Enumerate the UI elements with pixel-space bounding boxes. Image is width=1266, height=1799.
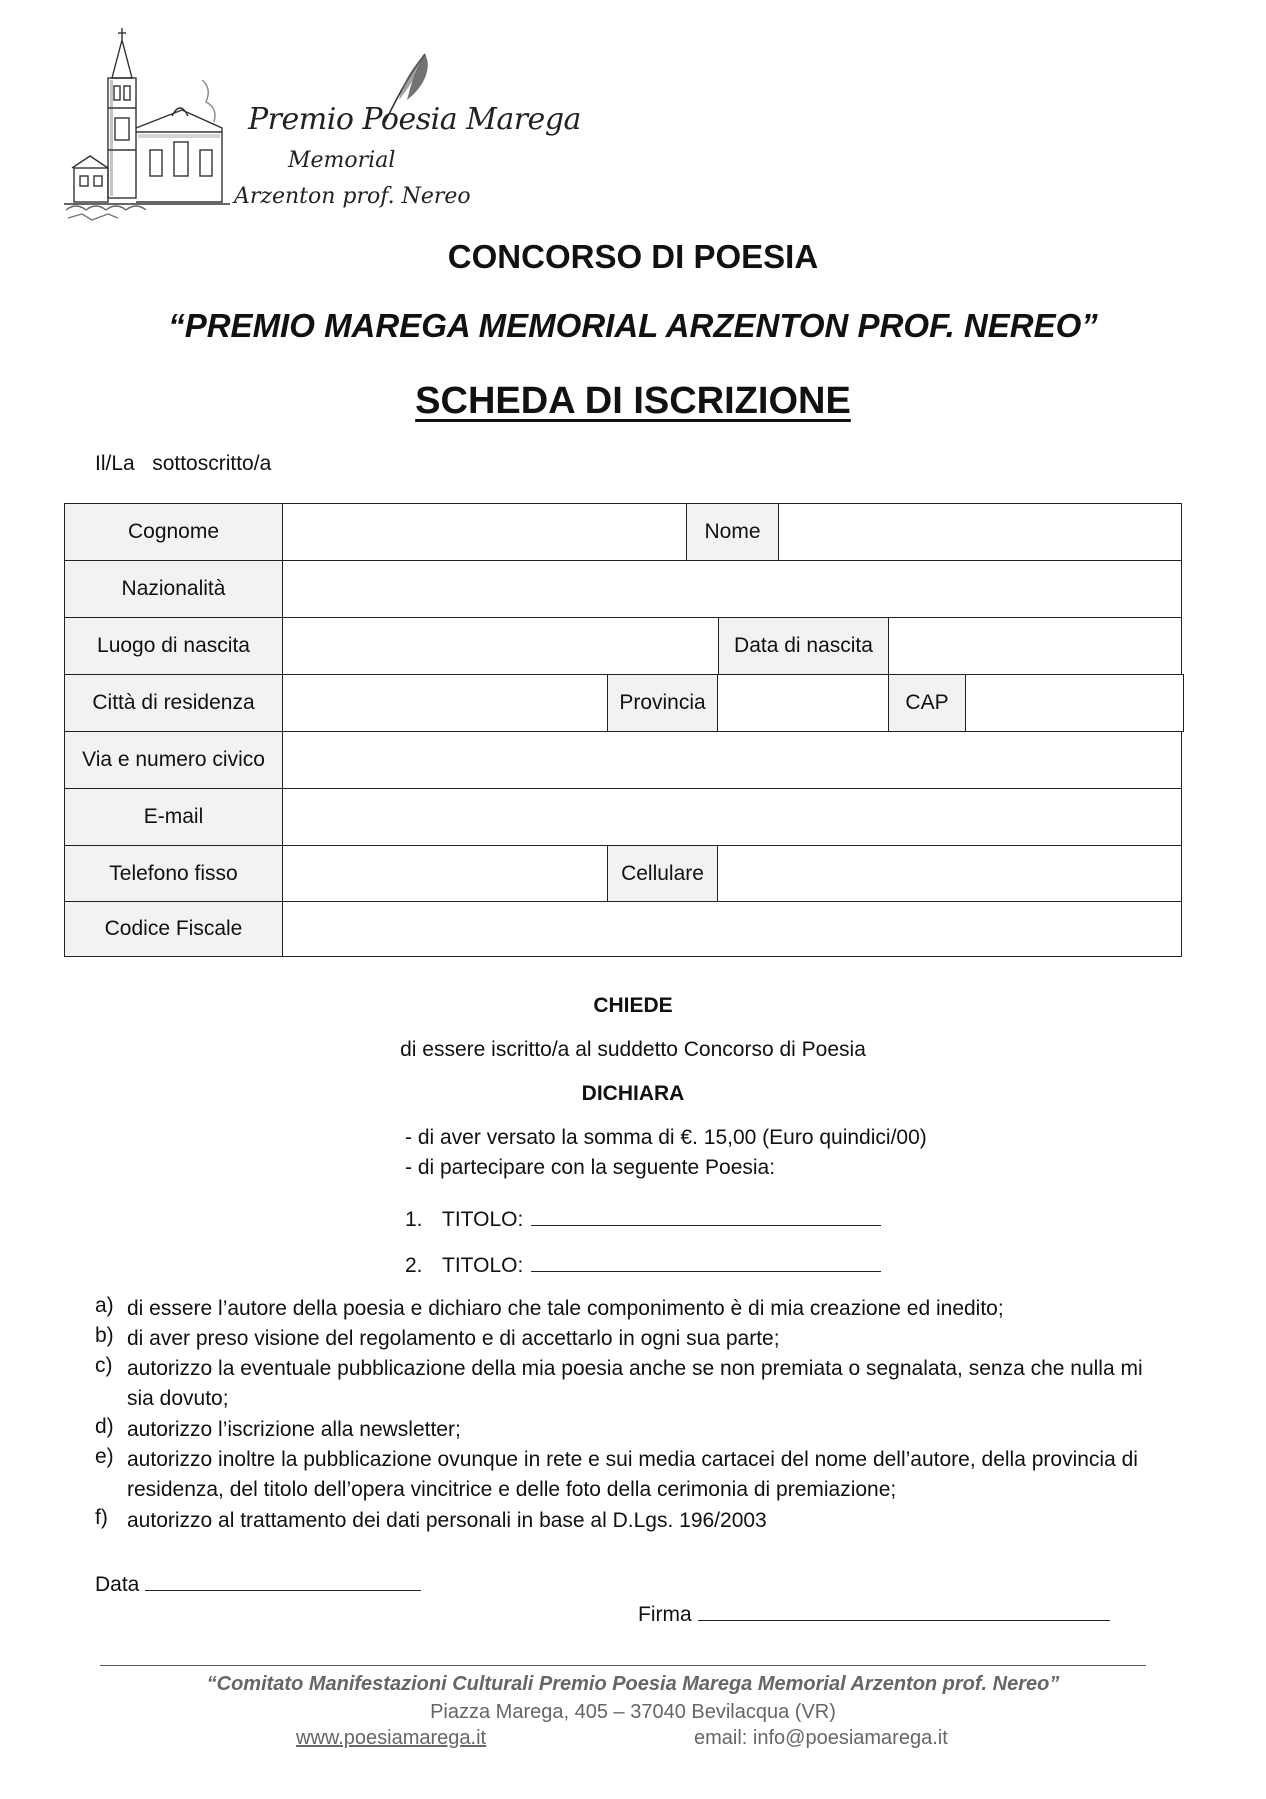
firma-field[interactable] <box>698 1598 1110 1621</box>
logo-title: Premio Poesia Marega <box>248 102 581 137</box>
email-field[interactable] <box>282 788 1182 846</box>
data-signature-row <box>95 1568 421 1597</box>
declaration-text: autorizzo la eventuale pubblicazione della mia poesia anche se non premiata o segnalata, senza che nulla mi sia dovuto; <box>127 1357 1143 1410</box>
titolo-row-2 <box>405 1249 881 1278</box>
cap-label: CAP <box>888 674 966 732</box>
declaration-text: autorizzo al trattamento dei dati personali in base al D.Lgs. 196/2003 <box>127 1509 767 1532</box>
logo-dedication: Arzenton prof. Nereo <box>234 184 471 209</box>
email-label: E-mail <box>64 788 283 846</box>
page-title: CONCORSO DI POESIA <box>447 238 819 275</box>
cognome-label: Cognome <box>64 503 283 561</box>
declaration-letter: c) <box>95 1354 113 1377</box>
cap-field[interactable] <box>965 674 1184 732</box>
data-nascita-field[interactable] <box>888 617 1182 675</box>
telefono-label: Telefono fisso <box>64 845 283 902</box>
contest-name: “PREMIO MAREGA MEMORIAL ARZENTON PROF. NEREO” <box>168 307 1098 344</box>
registration-table <box>64 503 1182 957</box>
logo-subtitle: Memorial <box>288 148 396 173</box>
titolo-1-field[interactable] <box>531 1203 881 1226</box>
declaration-letter: e) <box>95 1445 114 1468</box>
telefono-field[interactable] <box>282 845 608 902</box>
participation-statement: - di partecipare con la seguente Poesia: <box>405 1156 776 1179</box>
data-field[interactable] <box>145 1568 421 1591</box>
data-nascita-label: Data di nascita <box>718 617 889 675</box>
titolo-label: TITOLO: <box>442 1208 524 1231</box>
nazionalita-label: Nazionalità <box>64 560 283 618</box>
codice-fiscale-field[interactable] <box>282 901 1182 957</box>
declaration-letter: a) <box>95 1294 114 1317</box>
cellulare-label: Cellulare <box>607 845 718 902</box>
intro-text: Il/La sottoscritto/a <box>95 452 272 475</box>
nome-label: Nome <box>686 503 779 561</box>
declaration-text: di essere l’autore della poesia e dichiaro che tale componimento è di mia creazione ed inedito; <box>127 1297 1004 1320</box>
declaration-text: autorizzo inoltre la pubblicazione ovunque in rete e sui media cartacei del nome dell’autore, della provincia di residenza, del titolo dell’opera vincitrice e delle foto della cerimonia di premiazione; <box>127 1448 1138 1501</box>
cellulare-field[interactable] <box>717 845 1182 902</box>
footer-email[interactable]: email: info@poesiamarega.it <box>694 1727 948 1749</box>
firma-signature-row <box>638 1598 1110 1627</box>
nazionalita-field[interactable] <box>282 560 1182 618</box>
declaration-text: di aver preso visione del regolamento e di accettarlo in ogni sua parte; <box>127 1327 780 1350</box>
declaration-letter: f) <box>95 1506 108 1529</box>
titolo-2-field[interactable] <box>531 1249 881 1272</box>
declaration-item <box>95 1324 1175 1354</box>
footer-divider <box>100 1665 1146 1666</box>
chiede-text: di essere iscritto/a al suddetto Concorso di Poesia <box>400 1038 866 1061</box>
church-sketch-icon <box>62 20 242 230</box>
declaration-text: autorizzo l’iscrizione alla newsletter; <box>127 1418 461 1441</box>
firma-label: Firma <box>638 1603 692 1626</box>
footer-website-link[interactable]: www.poesiamarega.it <box>296 1727 487 1749</box>
provincia-field[interactable] <box>717 674 889 732</box>
luogo-nascita-label: Luogo di nascita <box>64 617 283 675</box>
declaration-item <box>95 1294 1175 1324</box>
declaration-item <box>95 1415 1175 1445</box>
footer-committee: “Comitato Manifestazioni Culturali Premio Poesia Marega Memorial Arzenton prof. Nereo” <box>206 1673 1060 1695</box>
form-title: SCHEDA DI ISCRIZIONE <box>415 380 851 422</box>
declaration-letter: d) <box>95 1415 114 1438</box>
declaration-item <box>95 1445 1175 1505</box>
logo <box>62 20 581 230</box>
payment-statement: - di aver versato la somma di €. 15,00 (Euro quindici/00) <box>405 1126 927 1149</box>
via-field[interactable] <box>282 731 1182 789</box>
codice-fiscale-label: Codice Fiscale <box>64 901 283 957</box>
data-label: Data <box>95 1573 140 1596</box>
luogo-nascita-field[interactable] <box>282 617 719 675</box>
declaration-item <box>95 1506 1175 1536</box>
citta-residenza-label: Città di residenza <box>64 674 283 732</box>
footer-address: Piazza Marega, 405 – 37040 Bevilacqua (VR) <box>430 1701 836 1723</box>
titolo-number: 2. <box>405 1254 423 1277</box>
titolo-number: 1. <box>405 1208 423 1231</box>
declaration-letter: b) <box>95 1324 114 1347</box>
declaration-item <box>95 1354 1175 1414</box>
cognome-field[interactable] <box>282 503 687 561</box>
titolo-row-1 <box>405 1203 881 1232</box>
citta-residenza-field[interactable] <box>282 674 608 732</box>
via-label: Via e numero civico <box>64 731 283 789</box>
dichiara-heading: DICHIARA <box>581 1082 685 1105</box>
nome-field[interactable] <box>778 503 1182 561</box>
titolo-label: TITOLO: <box>442 1254 524 1277</box>
provincia-label: Provincia <box>607 674 718 732</box>
chiede-heading: CHIEDE <box>593 994 673 1017</box>
